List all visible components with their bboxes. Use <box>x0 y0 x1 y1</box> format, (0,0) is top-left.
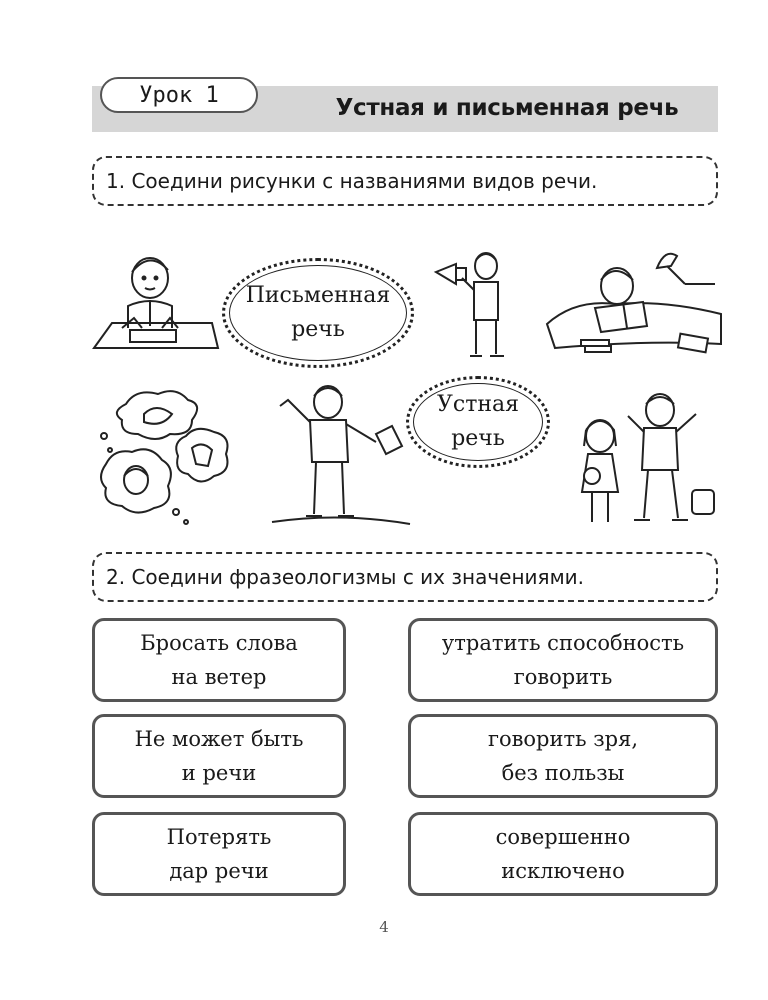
children-talking-illustration <box>568 392 720 532</box>
task-2-text: 2. Соедини фразеологизмы с их значениями. <box>106 565 585 589</box>
meaning-card[interactable] <box>408 714 718 798</box>
phrase-line1: Не может быть <box>134 727 304 751</box>
boy-reading-illustration <box>545 244 725 368</box>
oval-written-line1: Письменная <box>245 283 391 308</box>
boy-writing-illustration <box>92 248 222 358</box>
meaning-line1: совершенно <box>495 825 631 849</box>
boy-speaking-illustration <box>270 382 420 532</box>
meaning-line1: говорить зря, <box>487 727 639 751</box>
lesson-label: Урок 1 <box>100 77 258 113</box>
meaning-card[interactable] <box>408 618 718 702</box>
oval-oral-line2: речь <box>451 426 505 451</box>
phrase-line2: дар речи <box>169 859 269 883</box>
lesson-title: Устная и письменная речь <box>335 95 679 121</box>
phrase-line1: Потерять <box>166 825 272 849</box>
phrase-card[interactable] <box>92 618 346 702</box>
task-1-text: 1. Соедини рисунки с названиями видов речи. <box>106 169 598 193</box>
meaning-line1: утратить способность <box>441 631 685 655</box>
meaning-line2: говорить <box>513 665 613 689</box>
meaning-line2: исключено <box>501 859 625 883</box>
thinking-girl-illustration <box>96 384 236 532</box>
boy-megaphone-illustration <box>432 250 522 362</box>
page-number: 4 <box>379 918 389 936</box>
phrase-line2: и речи <box>181 761 257 785</box>
oval-oral-speech[interactable] <box>406 376 550 468</box>
oval-oral-line1: Устная <box>436 392 520 417</box>
meaning-line2: без пользы <box>501 761 625 785</box>
task-1-instruction <box>92 156 718 206</box>
oval-written-line2: речь <box>291 317 345 342</box>
phrase-line2: на ветер <box>171 665 267 689</box>
phrase-card[interactable] <box>92 812 346 896</box>
phrase-line1: Бросать слова <box>140 631 298 655</box>
oval-written-speech[interactable] <box>222 258 414 368</box>
meaning-card[interactable] <box>408 812 718 896</box>
task-2-instruction <box>92 552 718 602</box>
phrase-card[interactable] <box>92 714 346 798</box>
